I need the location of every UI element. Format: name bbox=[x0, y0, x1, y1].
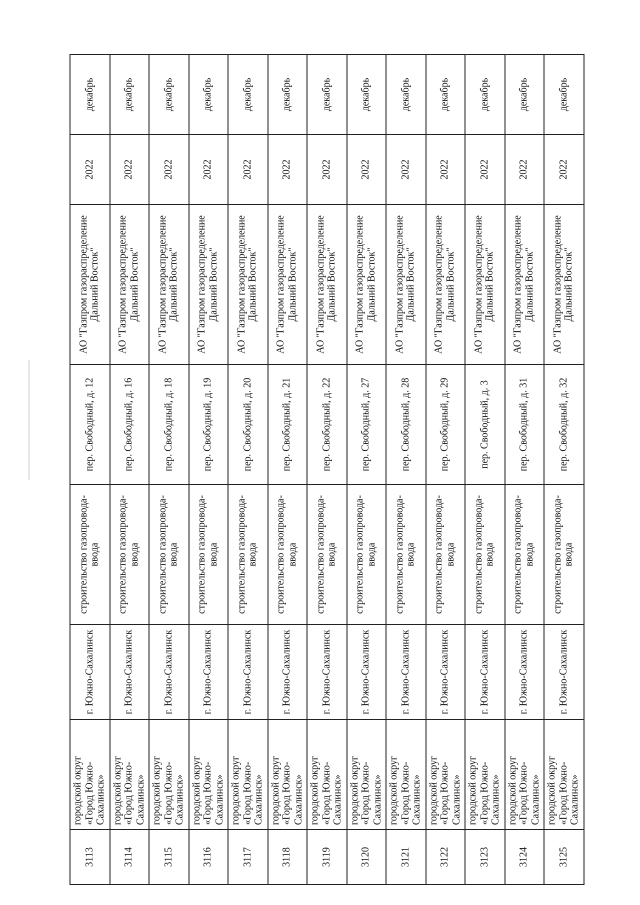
work-type-cell: строительство газопровода-ввода bbox=[347, 485, 387, 625]
rotated-table-wrapper bbox=[70, 55, 581, 885]
organization-cell: АО "Газпром газораспределение Дальний Восток" bbox=[426, 205, 466, 365]
organization-cell: АО "Газпром газораспределение Дальний Восток" bbox=[386, 205, 426, 365]
address-cell: пер. Свободный, д. 16 bbox=[110, 365, 150, 485]
district-cell: городской округ «Город Южно-Сахалинск» bbox=[505, 720, 545, 830]
work-type-cell: строительство газопровода-ввода bbox=[70, 485, 110, 625]
month-cell: декабрь bbox=[149, 55, 189, 135]
row-number-cell: 3121 bbox=[386, 830, 426, 885]
year-cell: 2022 bbox=[268, 135, 308, 205]
month-cell: декабрь bbox=[268, 55, 308, 135]
table-body bbox=[70, 55, 584, 885]
city-cell: г. Южно-Сахалинск bbox=[307, 625, 347, 720]
row-number-cell: 3117 bbox=[228, 830, 268, 885]
table-row bbox=[149, 55, 189, 885]
year-cell: 2022 bbox=[110, 135, 150, 205]
month-cell: декабрь bbox=[228, 55, 268, 135]
table-row bbox=[268, 55, 308, 885]
table-row bbox=[347, 55, 387, 885]
gas-pipeline-table bbox=[70, 54, 585, 885]
table-row bbox=[505, 55, 545, 885]
table-row bbox=[228, 55, 268, 885]
address-cell: пер. Свободный, д. 28 bbox=[386, 365, 426, 485]
row-number-cell: 3119 bbox=[307, 830, 347, 885]
work-type-cell: строительство газопровода-ввода bbox=[307, 485, 347, 625]
organization-cell: АО "Газпром газораспределение Дальний Восток" bbox=[149, 205, 189, 365]
district-cell: городской округ «Город Южно-Сахалинск» bbox=[426, 720, 466, 830]
year-cell: 2022 bbox=[347, 135, 387, 205]
work-type-cell: строительство газопровода-ввода bbox=[426, 485, 466, 625]
organization-cell: АО "Газпром газораспределение Дальний Восток" bbox=[110, 205, 150, 365]
table-row bbox=[426, 55, 466, 885]
address-cell: пер. Свободный, д. 12 bbox=[70, 365, 110, 485]
district-cell: городской округ «Город Южно-Сахалинск» bbox=[386, 720, 426, 830]
row-number-cell: 3120 bbox=[347, 830, 387, 885]
row-number-cell: 3124 bbox=[505, 830, 545, 885]
year-cell: 2022 bbox=[544, 135, 584, 205]
district-cell: городской округ «Город Южно-Сахалинск» bbox=[347, 720, 387, 830]
table-row bbox=[189, 55, 229, 885]
row-number-cell: 3122 bbox=[426, 830, 466, 885]
organization-cell: АО "Газпром газораспределение Дальний Восток" bbox=[307, 205, 347, 365]
address-cell: пер. Свободный, д. 19 bbox=[189, 365, 229, 485]
work-type-cell: строительство газопровода-ввода bbox=[465, 485, 505, 625]
organization-cell: АО "Газпром газораспределение Дальний Восток" bbox=[189, 205, 229, 365]
city-cell: г. Южно-Сахалинск bbox=[268, 625, 308, 720]
work-type-cell: строительство газопровода-ввода bbox=[268, 485, 308, 625]
city-cell: г. Южно-Сахалинск bbox=[110, 625, 150, 720]
district-cell: городской округ «Город Южно-Сахалинск» bbox=[465, 720, 505, 830]
address-cell: пер. Свободный, д. 29 bbox=[426, 365, 466, 485]
month-cell: декабрь bbox=[189, 55, 229, 135]
month-cell: декабрь bbox=[347, 55, 387, 135]
work-type-cell: строительство газопровода-ввода bbox=[544, 485, 584, 625]
organization-cell: АО "Газпром газораспределение Дальний Восток" bbox=[228, 205, 268, 365]
address-cell: пер. Свободный, д. 3 bbox=[465, 365, 505, 485]
organization-cell: АО "Газпром газораспределение Дальний Восток" bbox=[268, 205, 308, 365]
row-number-cell: 3115 bbox=[149, 830, 189, 885]
district-cell: городской округ «Город Южно-Сахалинск» bbox=[70, 720, 110, 830]
address-cell: пер. Свободный, д. 22 bbox=[307, 365, 347, 485]
address-cell: пер. Свободный, д. 18 bbox=[149, 365, 189, 485]
year-cell: 2022 bbox=[149, 135, 189, 205]
year-cell: 2022 bbox=[386, 135, 426, 205]
district-cell: городской округ «Город Южно-Сахалинск» bbox=[544, 720, 584, 830]
city-cell: г. Южно-Сахалинск bbox=[544, 625, 584, 720]
row-number-cell: 3123 bbox=[465, 830, 505, 885]
row-number-cell: 3118 bbox=[268, 830, 308, 885]
district-cell: городской округ «Город Южно-Сахалинск» bbox=[307, 720, 347, 830]
table-row bbox=[386, 55, 426, 885]
district-cell: городской округ «Город Южно-Сахалинск» bbox=[110, 720, 150, 830]
table-row bbox=[70, 55, 110, 885]
month-cell: декабрь bbox=[386, 55, 426, 135]
organization-cell: АО "Газпром газораспределение Дальний Восток" bbox=[70, 205, 110, 365]
city-cell: г. Южно-Сахалинск bbox=[189, 625, 229, 720]
work-type-cell: строительство газопровода-ввода bbox=[149, 485, 189, 625]
work-type-cell: строительство газопровода-ввода bbox=[505, 485, 545, 625]
year-cell: 2022 bbox=[228, 135, 268, 205]
city-cell: г. Южно-Сахалинск bbox=[149, 625, 189, 720]
address-cell: пер. Свободный, д. 20 bbox=[228, 365, 268, 485]
city-cell: г. Южно-Сахалинск bbox=[426, 625, 466, 720]
month-cell: декабрь bbox=[110, 55, 150, 135]
month-cell: декабрь bbox=[544, 55, 584, 135]
city-cell: г. Южно-Сахалинск bbox=[228, 625, 268, 720]
address-cell: пер. Свободный, д. 27 bbox=[347, 365, 387, 485]
address-cell: пер. Свободный, д. 32 bbox=[544, 365, 584, 485]
district-cell: городской округ «Город Южно-Сахалинск» bbox=[268, 720, 308, 830]
table-row bbox=[110, 55, 150, 885]
address-cell: пер. Свободный, д. 21 bbox=[268, 365, 308, 485]
year-cell: 2022 bbox=[465, 135, 505, 205]
table-row bbox=[465, 55, 505, 885]
city-cell: г. Южно-Сахалинск bbox=[347, 625, 387, 720]
work-type-cell: строительство газопровода-ввода bbox=[228, 485, 268, 625]
table-row bbox=[307, 55, 347, 885]
scan-artifact bbox=[28, 360, 30, 480]
row-number-cell: 3116 bbox=[189, 830, 229, 885]
work-type-cell: строительство газопровода-ввода bbox=[189, 485, 229, 625]
work-type-cell: строительство газопровода-ввода bbox=[386, 485, 426, 625]
year-cell: 2022 bbox=[189, 135, 229, 205]
row-number-cell: 3125 bbox=[544, 830, 584, 885]
month-cell: декабрь bbox=[465, 55, 505, 135]
month-cell: декабрь bbox=[505, 55, 545, 135]
district-cell: городской округ «Город Южно-Сахалинск» bbox=[189, 720, 229, 830]
month-cell: декабрь bbox=[426, 55, 466, 135]
organization-cell: АО "Газпром газораспределение Дальний Восток" bbox=[544, 205, 584, 365]
address-cell: пер. Свободный, д. 31 bbox=[505, 365, 545, 485]
organization-cell: АО "Газпром газораспределение Дальний Восток" bbox=[347, 205, 387, 365]
city-cell: г. Южно-Сахалинск bbox=[386, 625, 426, 720]
work-type-cell: строительство газопровода-ввода bbox=[110, 485, 150, 625]
year-cell: 2022 bbox=[307, 135, 347, 205]
row-number-cell: 3114 bbox=[110, 830, 150, 885]
year-cell: 2022 bbox=[70, 135, 110, 205]
table-row bbox=[544, 55, 584, 885]
district-cell: городской округ «Город Южно-Сахалинск» bbox=[228, 720, 268, 830]
city-cell: г. Южно-Сахалинск bbox=[505, 625, 545, 720]
city-cell: г. Южно-Сахалинск bbox=[465, 625, 505, 720]
month-cell: декабрь bbox=[307, 55, 347, 135]
district-cell: городской округ «Город Южно-Сахалинск» bbox=[149, 720, 189, 830]
city-cell: г. Южно-Сахалинск bbox=[70, 625, 110, 720]
row-number-cell: 3113 bbox=[70, 830, 110, 885]
month-cell: декабрь bbox=[70, 55, 110, 135]
year-cell: 2022 bbox=[505, 135, 545, 205]
year-cell: 2022 bbox=[426, 135, 466, 205]
organization-cell: АО "Газпром газораспределение Дальний Восток" bbox=[465, 205, 505, 365]
organization-cell: АО "Газпром газораспределение Дальний Восток" bbox=[505, 205, 545, 365]
